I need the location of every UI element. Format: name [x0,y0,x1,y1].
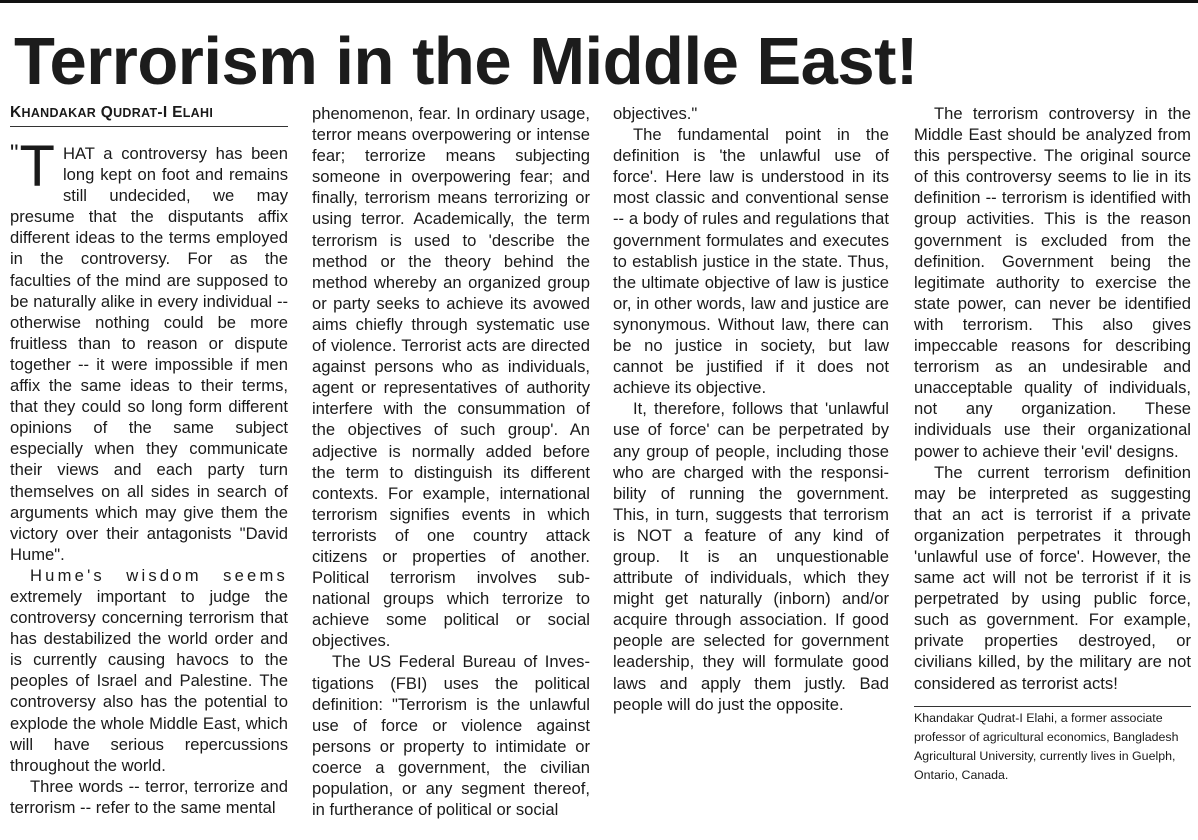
column-3 [613,103,889,833]
paragraph-4: objectives." [613,104,698,123]
column-2 [312,103,590,833]
paragraph-4-start: The US Federal Bureau of Investigations (FBI) uses the political definition: "Terrorism is the unlawful use of force or violence against persons or property to intimidate or coerce a government, the civilian population, or any segment thereof, in furtherance of political or social [312,652,590,820]
top-rule [0,0,1198,3]
paragraph-7: The terrorism controversy in the Middle East should be analyzed from this perspective. The original source of this controversy seems to lie in its definition -- terrorism is identified with group activities. This is the reason government is excluded from the definition. Government being the legitimate authority to exercise the state power, can never be identified with terrorism. This also gives impeccable reasons for describing terrorism as an undesirable and unacceptable quality of individuals, not any organization. These individuals use their organizational power to achieve their 'evil' designs. [914,104,1191,461]
column-4 [914,103,1191,833]
paragraph-5: The fundamental point in the definition is 'the unlawful use of force'. Here law is understood in its most classic and conventional sense -- a body of rules and regulations that government formulates and executes to establish justice in the state. Thus, the ultimate objective of law is justice or, in other words, law and justice are synonymous. Without law, there can be no justice in society, but law cannot be justified if it does not achieve its objective. [613,125,889,398]
paragraph-8: The current terrorism definition may be interpreted as suggesting that an act is terrorist if a private organization perpetrates it through 'unlawful use of force'. However, the same act will not be terrorist if it is perpetrated by using public force, such as government. For example, private properties destroyed, or civilians killed, by the military are not considered as terrorist acts! [914,462,1191,693]
paragraph-3: Three words -- terror, terrorize and terrorism -- refer to the same mental [10,776,288,817]
author-note: Khandakar Qudrat-I Elahi, a former associate professor of agricultural economics, Bangladesh Agricultural University, currently lives in Guelph, Ontario, Canada. [914,706,1191,785]
paragraph-1: HAT a controversy has been long kept on foot and remains still undecided, we may presume that the disputants affix different ideas to the terms employed in the controversy. For as the faculties of the mind are supposed to be naturally alike in every individual -- otherwise nothing could be more fruitless than to reason or dispute together -- it were impossible if men affix the same ideas to their terms, that they could so long form different opinions of the same subject especially when they communicate their views and each party turn themselves on all sides in search of arguments which may give them the victory over their antagonists "David Hume". [10,144,288,564]
headline: Terrorism in the Middle East! [14,24,918,99]
paragraph-2-lead: Hume's wisdom seems [30,565,288,585]
byline: KHANDAKAR QUDRAT-I ELAHI [10,103,288,127]
paragraph-2-body: extremely important to judge the controversy concerning terrorism that has destabilized the world order and is currently causing havocs to the peoples of Israel and Palestine. The controversy also has the potential to explode the whole Middle East, which will have serious repercussions throughout the world. [10,586,288,775]
paragraph-2 [10,565,288,776]
drop-cap: T [19,134,55,199]
paragraph-3-continued: phenomenon, fear. In ordinary usage, terror means overpowering or intense fear; terrorize means subjecting someone in overpowering fear; and finally, terrorism means terrorizing or using terror. Academically, the term terrorism is used to 'describe the method or the theory behind the method whereby an organized group or party seeks to achieve its avowed aims chiefly through systematic use of violence. Terrorist acts are directed against persons who as individuals, agent or representatives of authority interfere with the consummation of the objectives of such group'. An adjective is normally added before the term to distinguish its different contexts. For example, international terrorism signifies events in which terrorists of one country attack citizens or properties of another. Political terrorism involves sub-national groups which terrorize to achieve some political or social objectives. [312,104,590,651]
column-1 [10,103,288,833]
drop-quote-mark: " [10,140,19,167]
paragraph-6: It, therefore, follows that 'unlawful use of force' can be perpetrated by any group of people, including those who are charged with the responsibility of running the government. This, in turn, suggests that terrorism is NOT a feature of any kind of group. It is an unquestionable attribute of individuals, which they might get naturally (inborn) and/or acquire through association. If good people are selected for government leadership, they will formulate good laws and apply them justly. Bad people will do just the opposite. [613,399,889,714]
column-2-flow [312,103,590,820]
